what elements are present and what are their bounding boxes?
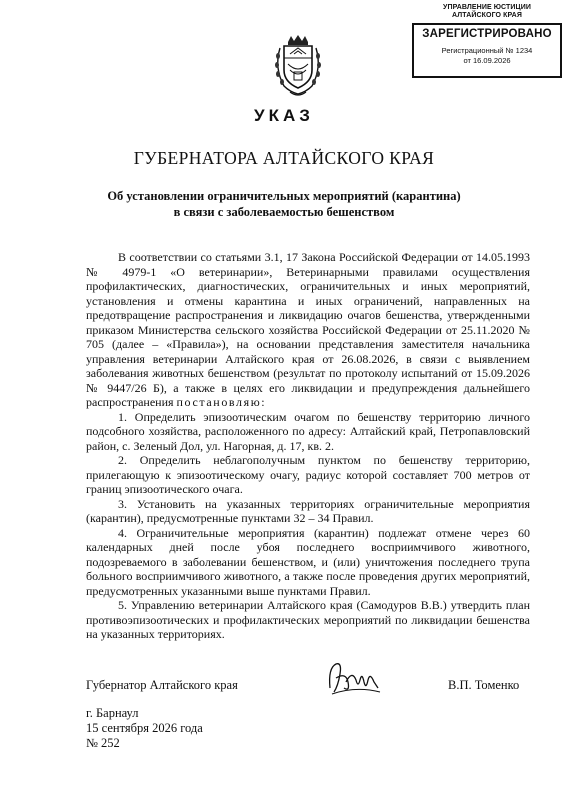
- decree-body: [86, 250, 530, 642]
- decree-word: постановляю:: [176, 395, 267, 409]
- document-type-title: УКАЗ: [254, 106, 314, 125]
- stamp-agency-line1: УПРАВЛЕНИЕ ЮСТИЦИИ: [443, 4, 531, 11]
- registration-stamp: [412, 4, 562, 76]
- handwritten-signature: [326, 658, 382, 698]
- decree-item-3: 3. Установить на указанных территориях ограничительные мероприятия (карантин), предусмотренные пунктами 32 – 34 Правил.: [86, 496, 530, 525]
- stamp-agency-line2: АЛТАЙСКОГО КРАЯ: [452, 12, 522, 19]
- decree-number: № 252: [86, 736, 120, 750]
- document-subject: [80, 188, 488, 220]
- document-issuer: ГУБЕРНАТОРА АЛТАЙСКОГО КРАЯ: [133, 148, 435, 168]
- decree-item-1: 1. Определить эпизоотическим очагом по бешенству территорию личного подсобного хозяйства, расположенного по адресу: Алтайский край, Петропавловский район, с. Зеленый Дол, ул. Нагорная, д. 17, кв. 2.: [86, 409, 530, 453]
- subject-line-1: Об установлении ограничительных мероприятий (карантина): [107, 189, 461, 203]
- preamble-paragraph: [86, 250, 530, 410]
- decree-item-4: 4. Ограничительные мероприятия (карантин) подлежат отмене через 60 календарных дней после убоя последнего восприимчивого животного, подозреваемого в заболевании бешенством, и (или) уничтожения последнего трупа больного восприимчивого животного, а также после проведения других мероприятий, предусмотренных указанными выше пунктами Правил.: [86, 525, 530, 598]
- issue-details: [86, 706, 203, 751]
- issue-date: 15 сентября 2026 года: [86, 721, 203, 735]
- stamp-box: [412, 23, 562, 78]
- coat-of-arms-icon: [270, 34, 326, 98]
- signatory-position: Губернатор Алтайского края: [86, 678, 238, 692]
- preamble-text: В соответствии со статьями 3.1, 17 Закона Российской Федерации от 14.05.1993 № 4979-1 «О ветеринарии», Ветеринарными правилами осуществления профилактических, диагностических, ограничительных и иных мероприятий, установления и отмены карантина и иных ограничений, направленных на предотвращение распространения и ликвидацию очагов бешенства, утвержденными приказом Министерства сельского хозяйства Российской Федерации от 25.11.2020 № 705 (далее – «Правила»), на основании представления заместителя начальника управления ветеринарии Алтайского края от 26.08.2026, в связи с выявлением заболевания животных бешенством (результат по протоколу испытаний от 15.09.2026 № 9447/26 Б), а также в целях его ликвидации и предупреждения дальнейшего распространения: [86, 250, 530, 409]
- decree-item-5: 5. Управлению ветеринарии Алтайского края (Самодуров В.В.) утвердить план противоэпизоотических и профилактических мероприятий по ликвидации бешенства на указанных территориях.: [86, 598, 530, 641]
- stamp-reg-number: Регистрационный № 1234: [441, 46, 533, 55]
- issue-city: г. Барнаул: [86, 706, 139, 720]
- subject-line-2: в связи с заболеваемостью бешенством: [173, 205, 395, 219]
- signatory-name: В.П. Томенко: [448, 678, 520, 692]
- decree-item-2: 2. Определить неблагополучным пунктом по бешенству территорию, прилегающую к эпизоотическому очагу, радиус которой составляет 700 метров от границ эпизоотического очага.: [86, 453, 530, 496]
- stamp-reg-date: от 16.09.2026: [463, 56, 511, 65]
- stamp-agency: [412, 4, 562, 20]
- stamp-status: ЗАРЕГИСТРИРОВАНО: [422, 28, 552, 40]
